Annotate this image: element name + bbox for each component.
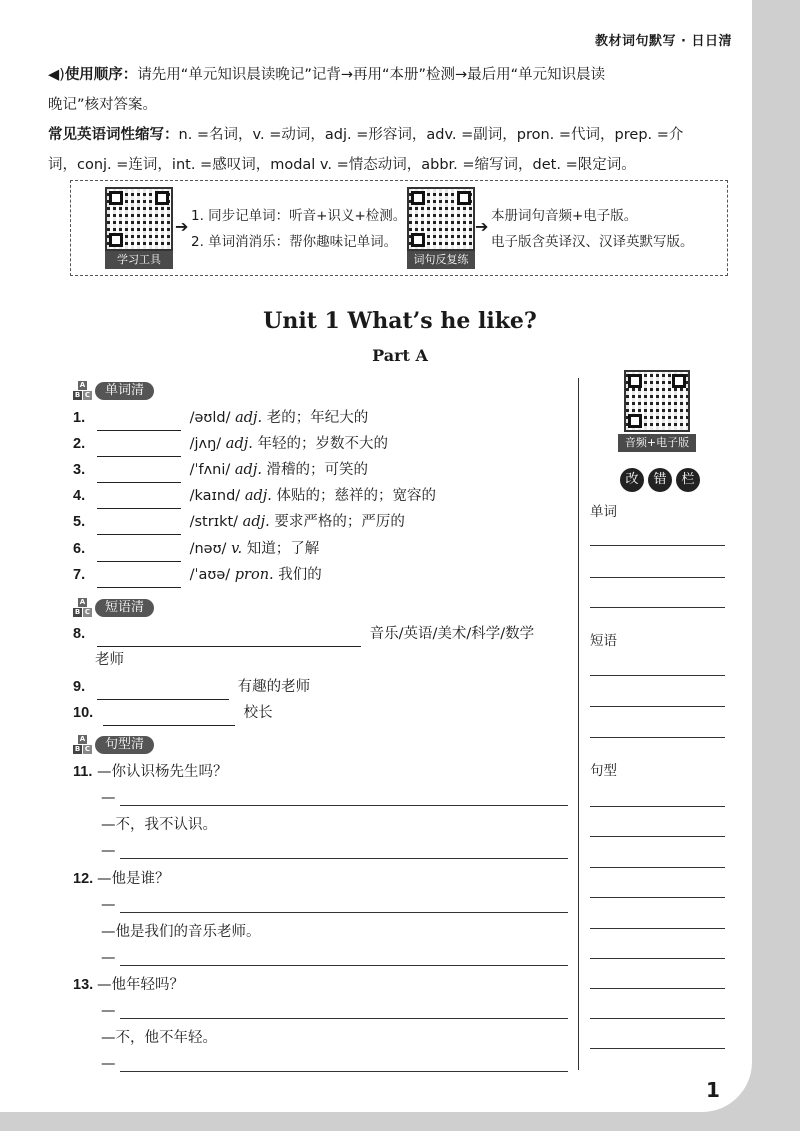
answer-blank[interactable] xyxy=(97,516,181,535)
phonetic: /əʊld/ xyxy=(189,410,231,426)
abbr-label: 常见英语词性缩写： xyxy=(48,127,179,143)
sentence-question xyxy=(73,759,228,785)
abc-icon: A B C xyxy=(74,735,91,753)
part-title: Part A xyxy=(372,346,428,365)
dash: — xyxy=(101,790,116,806)
answer-blank[interactable] xyxy=(97,464,181,483)
correction-line[interactable] xyxy=(590,988,725,989)
correction-line[interactable] xyxy=(590,577,725,578)
item-number: 10. xyxy=(73,705,94,721)
word-meaning: 我们的 xyxy=(278,567,322,583)
correction-line[interactable] xyxy=(590,706,725,707)
tool-line-3: 本册词句音频+电子版。 xyxy=(491,208,638,224)
abbr-line-1: n. =名词，v. =动词，adj. =形容词，adv. =副词，pron. =代词，prep. =介 xyxy=(178,127,684,143)
sentence-question xyxy=(73,972,184,998)
arrow-right-icon: ➔ xyxy=(175,217,189,236)
section-header-sentences xyxy=(73,735,154,755)
answer-line[interactable] xyxy=(120,805,568,806)
part-of-speech: v. xyxy=(231,541,243,557)
answer-line-row xyxy=(73,945,116,971)
tool-line-4: 电子版含英译汉、汉译英默写版。 xyxy=(491,234,694,250)
item-number: 2. xyxy=(73,436,86,452)
correction-line[interactable] xyxy=(590,806,725,807)
usage-label: 使用顺序： xyxy=(64,67,138,83)
question-text: —他年轻吗？ xyxy=(97,977,184,993)
answer-text: —不，他不年轻。 xyxy=(101,1030,217,1046)
word-row xyxy=(73,457,368,483)
item-number: 11. xyxy=(73,764,93,780)
qr-code-audio[interactable] xyxy=(624,370,690,432)
answer-line[interactable] xyxy=(120,858,568,859)
phrase-meaning: 校长 xyxy=(243,705,273,721)
answer-line-row xyxy=(73,785,116,811)
qr-label-practice: 词句反复练 xyxy=(407,251,475,269)
sentence-answer xyxy=(73,1025,217,1051)
part-of-speech: adj. xyxy=(242,514,270,530)
section-label-sentences: 句型清 xyxy=(95,736,154,754)
sentence-question xyxy=(73,866,170,892)
correction-line[interactable] xyxy=(590,958,725,959)
section-label-words: 单词清 xyxy=(95,382,154,400)
item-number: 5. xyxy=(73,514,86,530)
abc-icon: A B C xyxy=(74,381,91,399)
word-row xyxy=(73,431,388,457)
part-of-speech: adj. xyxy=(235,410,263,426)
phonetic: /kaɪnd/ xyxy=(189,488,241,504)
correction-line[interactable] xyxy=(590,675,725,676)
item-number: 12. xyxy=(73,871,94,887)
phrase-meaning: 音乐/英语/美术/科学/数学 xyxy=(369,626,535,642)
pos-abbreviations xyxy=(48,120,728,180)
correction-line[interactable] xyxy=(590,897,725,898)
usage-text-2: 晚记”核对答案。 xyxy=(48,97,158,113)
correction-line[interactable] xyxy=(590,607,725,608)
phonetic: /jʌŋ/ xyxy=(189,436,222,452)
word-meaning: 要求严格的；严厉的 xyxy=(274,514,405,530)
answer-blank[interactable] xyxy=(97,490,181,509)
part-of-speech: adj. xyxy=(244,488,272,504)
page-number: 1 xyxy=(706,1078,720,1102)
sidebar-label-words: 单词 xyxy=(590,504,617,520)
answer-blank[interactable] xyxy=(103,707,235,726)
answer-line-row xyxy=(73,998,116,1024)
item-number: 1. xyxy=(73,410,86,426)
answer-blank[interactable] xyxy=(97,681,229,700)
phonetic: /nəʊ/ xyxy=(189,541,227,557)
dash: — xyxy=(101,843,116,859)
word-row xyxy=(73,509,405,535)
sentence-answer xyxy=(73,919,261,945)
answer-blank[interactable] xyxy=(97,569,181,588)
item-number: 7. xyxy=(73,567,86,583)
answer-line[interactable] xyxy=(120,1071,568,1072)
word-meaning: 滑稽的；可笑的 xyxy=(266,462,369,478)
dash: — xyxy=(101,1003,116,1019)
answer-blank[interactable] xyxy=(97,628,361,647)
item-number: 9. xyxy=(73,679,86,695)
answer-line[interactable] xyxy=(120,1018,568,1019)
answer-line-row xyxy=(73,838,116,864)
answer-line[interactable] xyxy=(120,912,568,913)
item-number: 3. xyxy=(73,462,86,478)
dash: — xyxy=(101,897,116,913)
word-row xyxy=(73,483,436,509)
word-meaning: 年轻的；岁数不大的 xyxy=(257,436,388,452)
item-number: 6. xyxy=(73,541,86,557)
answer-blank[interactable] xyxy=(97,438,181,457)
word-row xyxy=(73,536,319,562)
abc-icon: A B C xyxy=(74,598,91,616)
correction-char: 栏 xyxy=(676,468,700,492)
answer-blank[interactable] xyxy=(97,543,181,562)
correction-line[interactable] xyxy=(590,1048,725,1049)
correction-line[interactable] xyxy=(590,867,725,868)
correction-line[interactable] xyxy=(590,545,725,546)
usage-text: 请先用“单元知识晨读晚记”记背→再用“本册”检测→最后用“单元知识晨读 xyxy=(137,67,606,83)
phonetic: /ˈaʊə/ xyxy=(189,567,231,583)
section-header-phrases xyxy=(73,598,154,618)
tool-line-2: 2. 单词消消乐：帮你趣味记单词。 xyxy=(191,234,398,250)
part-of-speech: pron. xyxy=(234,567,274,583)
correction-line[interactable] xyxy=(590,928,725,929)
word-meaning: 老的；年纪大的 xyxy=(266,410,369,426)
question-text: —你认识杨先生吗？ xyxy=(97,764,228,780)
arrow-right-icon: ➔ xyxy=(475,217,489,236)
sidebar-divider xyxy=(578,378,579,1070)
qr-code-practice[interactable] xyxy=(407,187,475,269)
word-row xyxy=(73,405,368,431)
sidebar-label-sentences: 句型 xyxy=(590,763,617,779)
speaker-icon: ◀) xyxy=(48,67,65,83)
answer-text: —不，我不认识。 xyxy=(101,817,217,833)
section-header-words xyxy=(73,381,154,401)
part-of-speech: adj. xyxy=(225,436,253,452)
dash: — xyxy=(101,1056,116,1072)
answer-line[interactable] xyxy=(120,965,568,966)
phrase-row xyxy=(73,621,534,647)
tool-line-1: 1. 同步记单词：听音+识义+检测。 xyxy=(191,208,407,224)
item-number: 4. xyxy=(73,488,86,504)
phonetic: /ˈfʌni/ xyxy=(189,462,231,478)
qr-label-study-tools: 学习工具 xyxy=(105,251,173,269)
phrase-row xyxy=(73,674,310,700)
answer-blank[interactable] xyxy=(97,412,181,431)
answer-line-row xyxy=(73,1051,116,1077)
question-text: —他是谁？ xyxy=(97,871,170,887)
word-row xyxy=(73,562,322,588)
correction-char: 错 xyxy=(648,468,672,492)
phrase-meaning-cont: 老师 xyxy=(95,652,124,668)
correction-column-badge xyxy=(620,468,700,492)
correction-line[interactable] xyxy=(590,737,725,738)
correction-line[interactable] xyxy=(590,836,725,837)
phrase-meaning: 有趣的老师 xyxy=(237,679,311,695)
correction-char: 改 xyxy=(620,468,644,492)
header-title: 教材词句默写 · 日日清 xyxy=(595,34,732,49)
sentence-answer xyxy=(73,812,217,838)
qr-label-audio: 音频+电子版 xyxy=(618,434,696,452)
item-number: 8. xyxy=(73,626,86,642)
word-meaning: 知道；了解 xyxy=(246,541,320,557)
section-label-phrases: 短语清 xyxy=(95,599,154,617)
dash: — xyxy=(101,950,116,966)
answer-line-row xyxy=(73,892,116,918)
sidebar-label-phrases: 短语 xyxy=(590,633,617,649)
item-number: 13. xyxy=(73,977,94,993)
usage-instructions xyxy=(48,60,728,120)
part-of-speech: adj. xyxy=(234,462,262,478)
phonetic: /strɪkt/ xyxy=(189,514,239,530)
phrase-row xyxy=(73,700,273,726)
correction-line[interactable] xyxy=(590,1018,725,1019)
answer-text: —他是我们的音乐老师。 xyxy=(101,924,261,940)
abbr-line-2: 词，conj. =连词，int. =感叹词，modal v. =情态动词，abbr. =缩写词，det. =限定词。 xyxy=(48,157,636,173)
study-tools-box xyxy=(70,180,728,276)
unit-title: Unit 1 What’s he like? xyxy=(263,308,537,334)
word-meaning: 体贴的；慈祥的；宽容的 xyxy=(276,488,436,504)
qr-code-study-tools[interactable] xyxy=(105,187,173,269)
